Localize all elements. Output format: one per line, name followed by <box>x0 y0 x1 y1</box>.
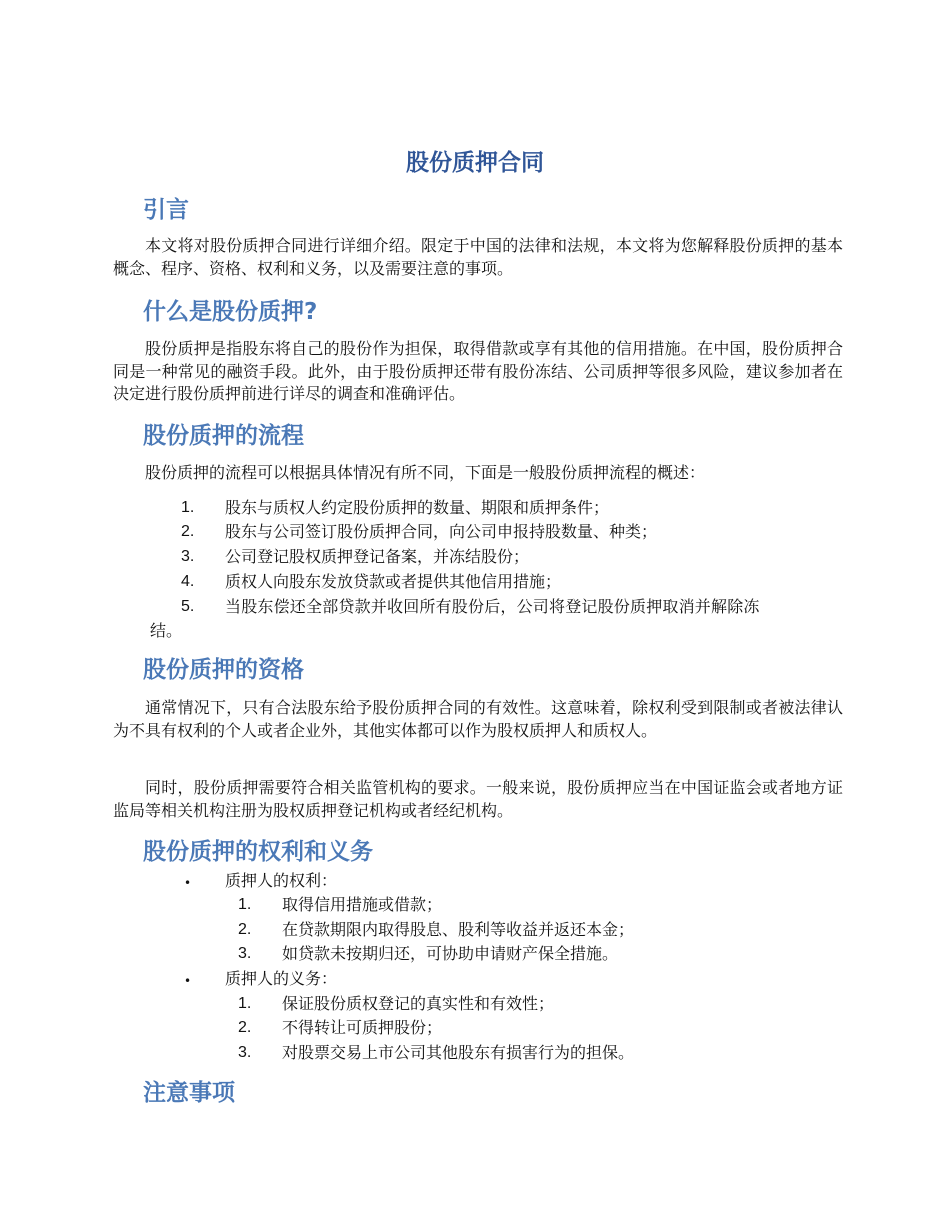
list-number: 2. <box>238 1019 252 1036</box>
list-number: 2. <box>238 921 252 938</box>
list-number: 2. <box>181 523 195 540</box>
list-item-text-continued: 结。 <box>150 621 183 640</box>
document-title: 股份质押合同 <box>406 150 544 176</box>
heading-process: 股份质押的流程 <box>143 423 304 449</box>
bullet-label: 质押人的义务： <box>225 969 338 988</box>
list-number: 1. <box>238 995 252 1012</box>
list-number: 3. <box>181 548 195 565</box>
list-item-text: 质权人向股东发放贷款或者提供其他信用措施； <box>225 572 562 591</box>
bullet-label: 质押人的权利： <box>225 871 338 890</box>
heading-introduction: 引言 <box>143 197 189 223</box>
list-number: 1. <box>181 499 195 516</box>
list-item-text: 对股票交易上市公司其他股东有损害行为的担保。 <box>282 1043 635 1062</box>
list-number: 3. <box>238 1044 252 1061</box>
bullet-icon: • <box>184 974 192 988</box>
list-item-text: 在贷款期限内取得股息、股利等收益并返还本金； <box>282 920 635 939</box>
list-number: 5. <box>181 598 195 615</box>
bullet-icon: • <box>184 876 192 890</box>
paragraph-process-intro: 股份质押的流程可以根据具体情况有所不同，下面是一般股份质押流程的概述： <box>145 463 706 482</box>
list-item-text: 不得转让可质押股份； <box>282 1018 443 1037</box>
list-item-text: 保证股份质权登记的真实性和有效性； <box>282 994 555 1013</box>
paragraph-eligibility-2: 同时，股份质押需要符合相关监管机构的要求。一般来说，股份质押应当在中国证监会或者地方证监局等相关机构注册为股权质押登记机构或者经纪机构。 <box>113 778 843 820</box>
list-item-text: 当股东偿还全部贷款并收回所有股份后，公司将登记股份质押取消并解除冻 <box>225 597 760 616</box>
heading-eligibility: 股份质押的资格 <box>143 657 304 683</box>
paragraph-introduction: 本文将对股份质押合同进行详细介绍。限定于中国的法律和法规，本文将为您解释股份质押的基本概念、程序、资格、权利和义务，以及需要注意的事项。 <box>113 236 843 278</box>
paragraph-what-is-share-pledge: 股份质押是指股东将自己的股份作为担保，取得借款或享有其他的信用措施。在中国，股份质押合同是一种常见的融资手段。此外，由于股份质押还带有股份冻结、公司质押等很多风险，建议参加者在决定进行股份质押前进行详尽的调查和准确评估。 <box>113 339 843 403</box>
heading-what-is-share-pledge: 什么是股份质押? <box>143 299 318 325</box>
list-item-text: 股东与质权人约定股份质押的数量、期限和质押条件； <box>225 498 610 517</box>
list-number: 3. <box>238 945 252 962</box>
list-number: 4. <box>181 573 195 590</box>
list-item-text: 公司登记股权质押登记备案，并冻结股份； <box>225 547 530 566</box>
list-item-text: 股东与公司签订股份质押合同，向公司申报持股数量、种类； <box>225 522 658 541</box>
heading-rights-obligations: 股份质押的权利和义务 <box>143 839 373 865</box>
list-item-text: 取得信用措施或借款； <box>282 895 443 914</box>
heading-notes: 注意事项 <box>143 1080 235 1106</box>
list-item-text: 如贷款未按期归还，可协助申请财产保全措施。 <box>282 944 619 963</box>
list-number: 1. <box>238 896 252 913</box>
paragraph-eligibility-1: 通常情况下，只有合法股东给予股份质押合同的有效性。这意味着，除权利受到限制或者被法律认为不具有权利的个人或者企业外，其他实体都可以作为股权质押人和质权人。 <box>113 698 843 740</box>
